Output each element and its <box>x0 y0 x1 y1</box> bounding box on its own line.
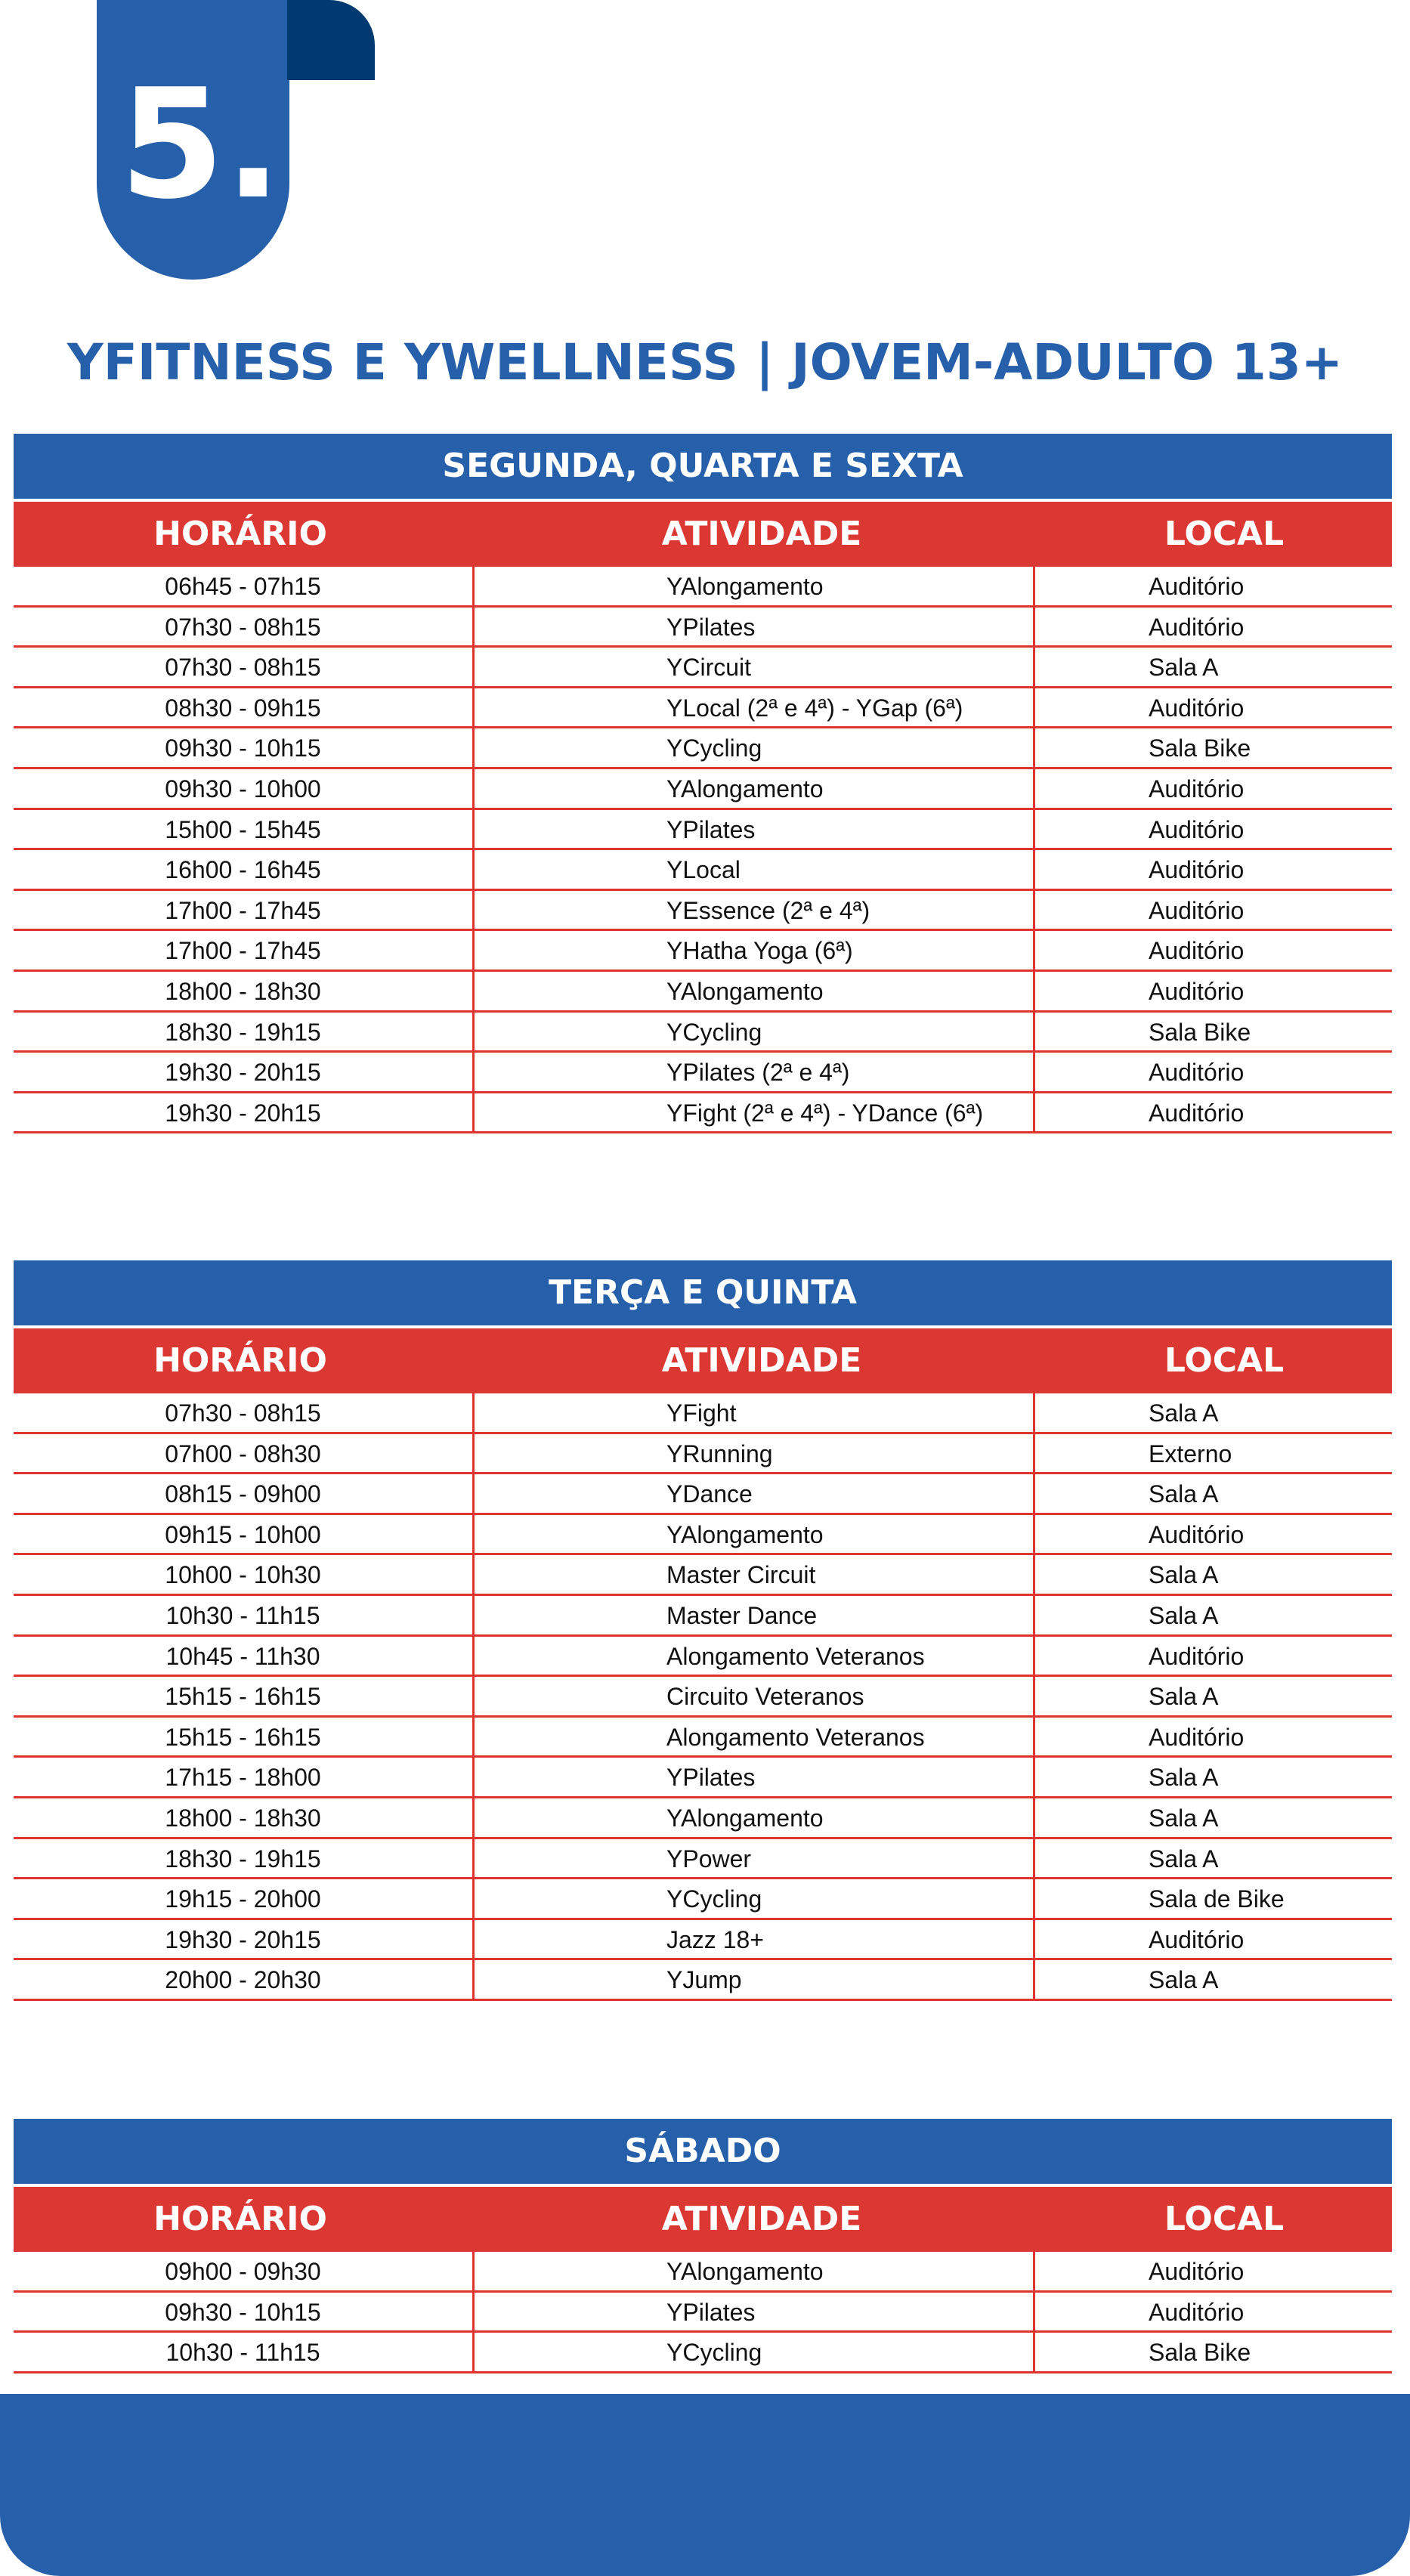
location-cell: Auditório <box>1149 896 1245 924</box>
location-cell: Auditório <box>1149 1925 1245 1953</box>
location-cell: Auditório <box>1149 937 1245 965</box>
table-row <box>14 769 1392 810</box>
time-cell: 09h30 - 10h15 <box>14 728 475 767</box>
day-header: TERÇA E QUINTA <box>14 1260 1392 1325</box>
table-row <box>14 1920 1392 1961</box>
footer-band <box>0 2394 1410 2576</box>
table-row <box>14 2333 1392 2373</box>
time-cell: 10h45 - 11h30 <box>14 1637 475 1675</box>
table-rows <box>14 2252 1392 2373</box>
activity-cell: YDance <box>475 1474 1035 1513</box>
activity-cell: Master Circuit <box>475 1555 1035 1594</box>
location-cell: Auditório <box>1149 977 1245 1005</box>
location-cell: Sala de Bike <box>1149 1885 1285 1913</box>
activity-cell: Jazz 18+ <box>475 1920 1035 1959</box>
column-header-time: HORÁRIO <box>153 1341 327 1380</box>
time-cell: 17h00 - 17h45 <box>14 931 475 969</box>
table-row <box>14 1879 1392 1920</box>
location-cell: Sala A <box>1149 1804 1219 1832</box>
time-cell: 10h30 - 11h15 <box>14 2333 475 2371</box>
table-row <box>14 931 1392 972</box>
time-cell: 09h00 - 09h30 <box>14 2252 475 2290</box>
activity-cell: YCycling <box>475 1013 1035 1051</box>
time-cell: 07h30 - 08h15 <box>14 648 475 686</box>
time-cell: 19h15 - 20h00 <box>14 1879 475 1918</box>
location-cell: Auditório <box>1149 1642 1245 1670</box>
location-cell: Auditório <box>1149 856 1245 884</box>
location-cell: Sala A <box>1149 1480 1219 1508</box>
table-row <box>14 1798 1392 1839</box>
location-cell: Auditório <box>1149 1059 1245 1087</box>
table-row <box>14 1555 1392 1596</box>
column-header-row <box>14 2187 1392 2252</box>
time-cell: 20h00 - 20h30 <box>14 1960 475 1999</box>
activity-cell: YAlongamento <box>475 1798 1035 1837</box>
table-row <box>14 728 1392 769</box>
page-title: YFITNESS E YWELLNESS | JOVEM-ADULTO 13+ <box>66 333 1344 391</box>
activity-cell: YCycling <box>475 1879 1035 1918</box>
table-row <box>14 608 1392 648</box>
time-cell: 15h15 - 16h15 <box>14 1677 475 1715</box>
table-row <box>14 810 1392 851</box>
location-cell: Sala Bike <box>1149 734 1251 762</box>
activity-cell: Master Dance <box>475 1596 1035 1634</box>
location-cell: Sala A <box>1149 1601 1219 1629</box>
column-header-activity: ATIVIDADE <box>661 1341 862 1380</box>
badge-fold <box>287 0 375 80</box>
table-row <box>14 688 1392 729</box>
activity-cell: YCircuit <box>475 648 1035 686</box>
table-row <box>14 1393 1392 1434</box>
activity-cell: YCycling <box>475 2333 1035 2371</box>
time-cell: 17h00 - 17h45 <box>14 891 475 929</box>
table-row <box>14 1013 1392 1053</box>
column-header-location: LOCAL <box>1164 515 1285 553</box>
time-cell: 06h45 - 07h15 <box>14 567 475 605</box>
time-cell: 07h30 - 08h15 <box>14 608 475 646</box>
table-row <box>14 1758 1392 1798</box>
activity-cell: Circuito Veteranos <box>475 1677 1035 1715</box>
activity-cell: YPilates (2ª e 4ª) <box>475 1053 1035 1091</box>
activity-cell: YPilates <box>475 810 1035 849</box>
location-cell: Auditório <box>1149 2258 1245 2285</box>
activity-cell: YAlongamento <box>475 769 1035 808</box>
table-row <box>14 891 1392 932</box>
activity-cell: YAlongamento <box>475 972 1035 1010</box>
location-cell: Auditório <box>1149 1099 1245 1127</box>
time-cell: 18h00 - 18h30 <box>14 1798 475 1837</box>
location-cell: Auditório <box>1149 815 1245 843</box>
time-cell: 19h30 - 20h15 <box>14 1093 475 1132</box>
activity-cell: YLocal <box>475 850 1035 889</box>
table-row <box>14 2293 1392 2333</box>
day-header: SEGUNDA, QUARTA E SEXTA <box>14 434 1392 499</box>
location-cell: Auditório <box>1149 613 1245 641</box>
location-cell: Sala A <box>1149 1683 1219 1711</box>
table-row <box>14 648 1392 688</box>
activity-cell: YPilates <box>475 608 1035 646</box>
activity-cell: YLocal (2ª e 4ª) - YGap (6ª) <box>475 688 1035 727</box>
table-row <box>14 1596 1392 1637</box>
location-cell: Sala Bike <box>1149 1018 1251 1046</box>
location-cell: Externo <box>1149 1440 1232 1467</box>
schedule-table-saturday <box>14 2119 1392 2373</box>
time-cell: 15h00 - 15h45 <box>14 810 475 849</box>
column-header-row <box>14 1328 1392 1393</box>
table-row <box>14 1839 1392 1880</box>
time-cell: 17h15 - 18h00 <box>14 1758 475 1796</box>
activity-cell: YCycling <box>475 728 1035 767</box>
activity-cell: YPower <box>475 1839 1035 1878</box>
column-header-time: HORÁRIO <box>153 515 327 553</box>
time-cell: 10h00 - 10h30 <box>14 1555 475 1594</box>
column-header-activity: ATIVIDADE <box>661 515 862 553</box>
time-cell: 19h30 - 20h15 <box>14 1920 475 1959</box>
time-cell: 09h30 - 10h15 <box>14 2293 475 2331</box>
location-cell: Auditório <box>1149 2298 1245 2326</box>
activity-cell: YRunning <box>475 1434 1035 1473</box>
time-cell: 07h30 - 08h15 <box>14 1393 475 1432</box>
table-row <box>14 1474 1392 1515</box>
location-cell: Auditório <box>1149 573 1245 600</box>
table-row <box>14 1515 1392 1556</box>
activity-cell: YAlongamento <box>475 2252 1035 2290</box>
time-cell: 16h00 - 16h45 <box>14 850 475 889</box>
column-header-activity: ATIVIDADE <box>661 2200 862 2238</box>
activity-cell: YPilates <box>475 1758 1035 1796</box>
location-cell: Auditório <box>1149 775 1245 802</box>
time-cell: 09h30 - 10h00 <box>14 769 475 808</box>
activity-cell: YAlongamento <box>475 1515 1035 1554</box>
table-row <box>14 1677 1392 1718</box>
time-cell: 09h15 - 10h00 <box>14 1515 475 1554</box>
time-cell: 10h30 - 11h15 <box>14 1596 475 1634</box>
time-cell: 07h00 - 08h30 <box>14 1434 475 1473</box>
time-cell: 18h30 - 19h15 <box>14 1839 475 1878</box>
section-number: 5. <box>119 57 283 233</box>
table-rows <box>14 567 1392 1133</box>
activity-cell: YAlongamento <box>475 567 1035 605</box>
location-cell: Auditório <box>1149 694 1245 722</box>
table-row <box>14 1434 1392 1475</box>
table-row <box>14 972 1392 1013</box>
table-row <box>14 1960 1392 2001</box>
table-row <box>14 850 1392 891</box>
column-header-location: LOCAL <box>1164 2200 1285 2238</box>
activity-cell: Alongamento Veteranos <box>475 1637 1035 1675</box>
location-cell: Sala A <box>1149 654 1219 682</box>
table-row <box>14 1637 1392 1678</box>
location-cell: Auditório <box>1149 1520 1245 1548</box>
location-cell: Sala A <box>1149 1399 1219 1427</box>
time-cell: 19h30 - 20h15 <box>14 1053 475 1091</box>
table-rows <box>14 1393 1392 2001</box>
table-row <box>14 1053 1392 1093</box>
time-cell: 15h15 - 16h15 <box>14 1718 475 1756</box>
day-header: SÁBADO <box>14 2119 1392 2184</box>
activity-cell: YEssence (2ª e 4ª) <box>475 891 1035 929</box>
activity-cell: YJump <box>475 1960 1035 1999</box>
location-cell: Auditório <box>1149 1723 1245 1751</box>
column-header-time: HORÁRIO <box>153 2200 327 2238</box>
column-header-row <box>14 502 1392 567</box>
activity-cell: YFight <box>475 1393 1035 1432</box>
time-cell: 08h30 - 09h15 <box>14 688 475 727</box>
schedule-table-tue-thu <box>14 1260 1392 2001</box>
location-cell: Sala A <box>1149 1966 1219 1994</box>
table-row <box>14 1093 1392 1134</box>
time-cell: 18h30 - 19h15 <box>14 1013 475 1051</box>
column-header-location: LOCAL <box>1164 1341 1285 1380</box>
table-row <box>14 2252 1392 2293</box>
time-cell: 18h00 - 18h30 <box>14 972 475 1010</box>
location-cell: Sala Bike <box>1149 2339 1251 2367</box>
schedule-table-mon-wed-fri <box>14 434 1392 1133</box>
activity-cell: YHatha Yoga (6ª) <box>475 931 1035 969</box>
activity-cell: YFight (2ª e 4ª) - YDance (6ª) <box>475 1093 1035 1132</box>
time-cell: 08h15 - 09h00 <box>14 1474 475 1513</box>
table-row <box>14 567 1392 608</box>
location-cell: Sala A <box>1149 1764 1219 1792</box>
location-cell: Sala A <box>1149 1561 1219 1589</box>
location-cell: Sala A <box>1149 1845 1219 1872</box>
table-row <box>14 1718 1392 1758</box>
activity-cell: YPilates <box>475 2293 1035 2331</box>
activity-cell: Alongamento Veteranos <box>475 1718 1035 1756</box>
